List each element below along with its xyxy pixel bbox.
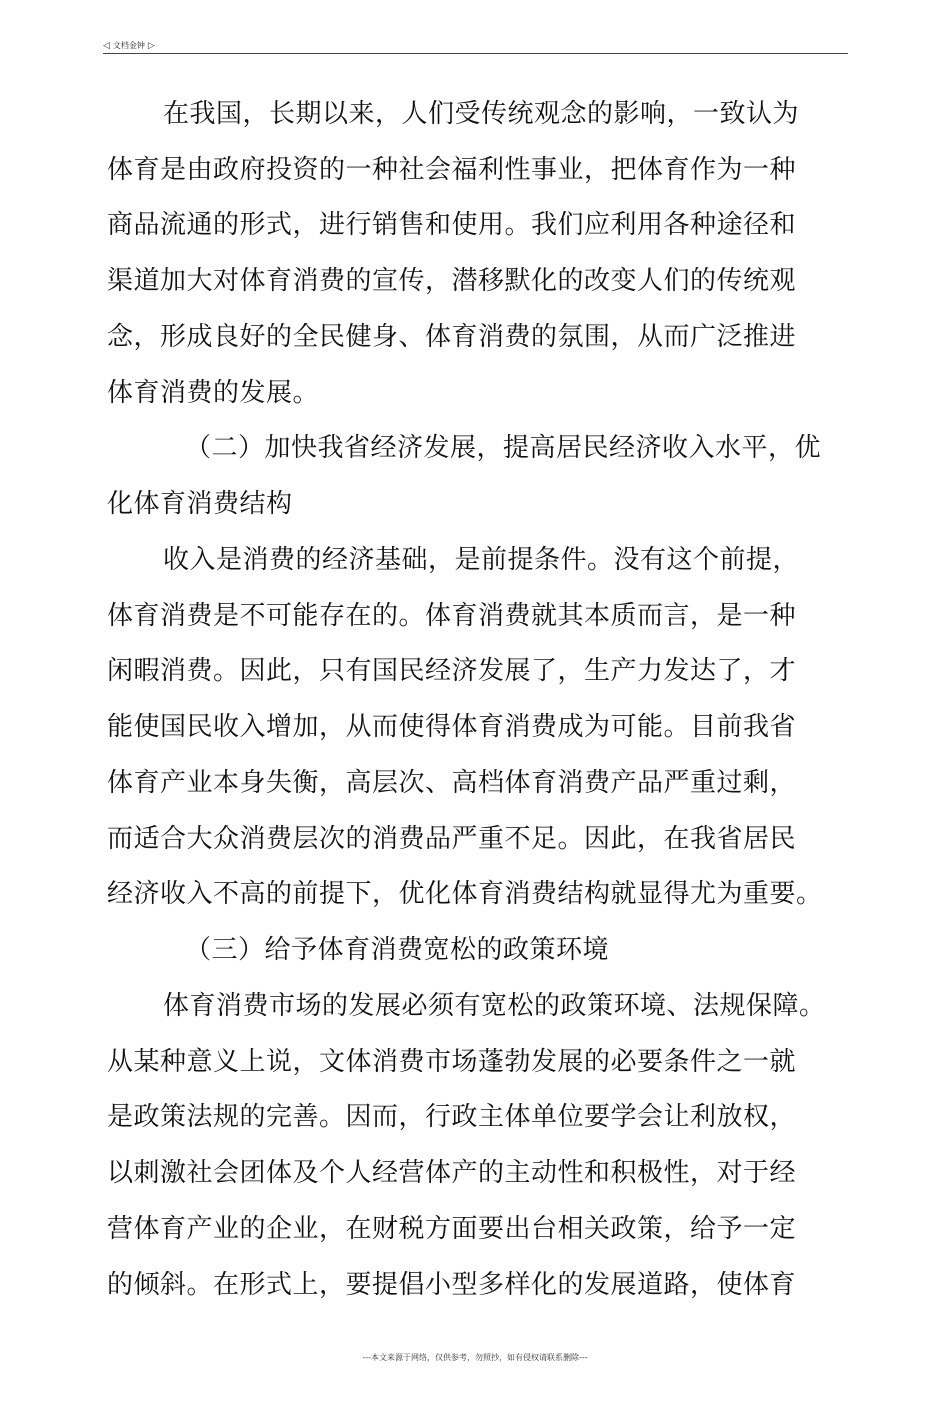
section-heading: （二）加快我省经济发展，提高居民经济收入水平，优 [185, 433, 822, 463]
text-line: 的倾斜。在形式上，要提倡小型多样化的发展道路，使体育 [107, 1270, 797, 1300]
text-line: 以刺激社会团体及个人经营体产的主动性和积极性，对于经 [107, 1158, 797, 1188]
text-line: 营体育产业的企业，在财税方面要出台相关政策，给予一定 [107, 1214, 797, 1244]
text-line: 渠道加大对体育消费的宣传，潜移默化的改变人们的传统观 [107, 266, 797, 296]
text-line: 收入是消费的经济基础，是前提条件。没有这个前提， [163, 545, 800, 575]
triangle-left-icon: ◁ [103, 40, 110, 51]
text-line: 体育消费是不可能存在的。体育消费就其本质而言，是一种 [107, 601, 797, 631]
section-heading: 化体育消费结构 [107, 489, 293, 519]
section-heading: （三）给予体育消费宽松的政策环境 [185, 935, 610, 965]
page-footer: ---本文来源于网络，仅供参考，勿照抄，如有侵权请联系删除--- [362, 1353, 588, 1362]
text-line: 商品流通的形式，进行销售和使用。我们应利用各种途径和 [107, 210, 797, 240]
text-line: 而适合大众消费层次的消费品严重不足。因此，在我省居民 [107, 824, 797, 854]
triangle-right-icon: ▷ [147, 40, 155, 51]
text-line: 念，形成良好的全民健身、体育消费的氛围，从而广泛推进 [107, 322, 797, 352]
text-line: 能使国民收入增加，从而使得体育消费成为可能。目前我省 [107, 712, 797, 742]
text-line: 闲暇消费。因此，只有国民经济发展了，生产力发达了，才 [107, 656, 797, 686]
text-line: 体育是由政府投资的一种社会福利性事业，把体育作为一种 [107, 155, 797, 185]
text-line: 从某种意义上说，文体消费市场蓬勃发展的必要条件之一就 [107, 1047, 797, 1077]
text-line: 是政策法规的完善。因而，行政主体单位要学会让利放权， [107, 1102, 797, 1132]
header-text: 文档金钟 [112, 41, 145, 50]
text-line: 经济收入不高的前提下，优化体育消费结构就显得尤为重要。 [107, 879, 823, 909]
text-line: 体育消费的发展。 [107, 378, 320, 408]
text-line: 体育产业本身失衡，高层次、高档体育消费产品严重过剩， [107, 768, 797, 798]
text-line: 体育消费市场的发展必须有宽松的政策环境、法规保障。 [163, 991, 826, 1021]
text-line: 在我国，长期以来，人们受传统观念的影响，一致认为 [163, 99, 800, 129]
